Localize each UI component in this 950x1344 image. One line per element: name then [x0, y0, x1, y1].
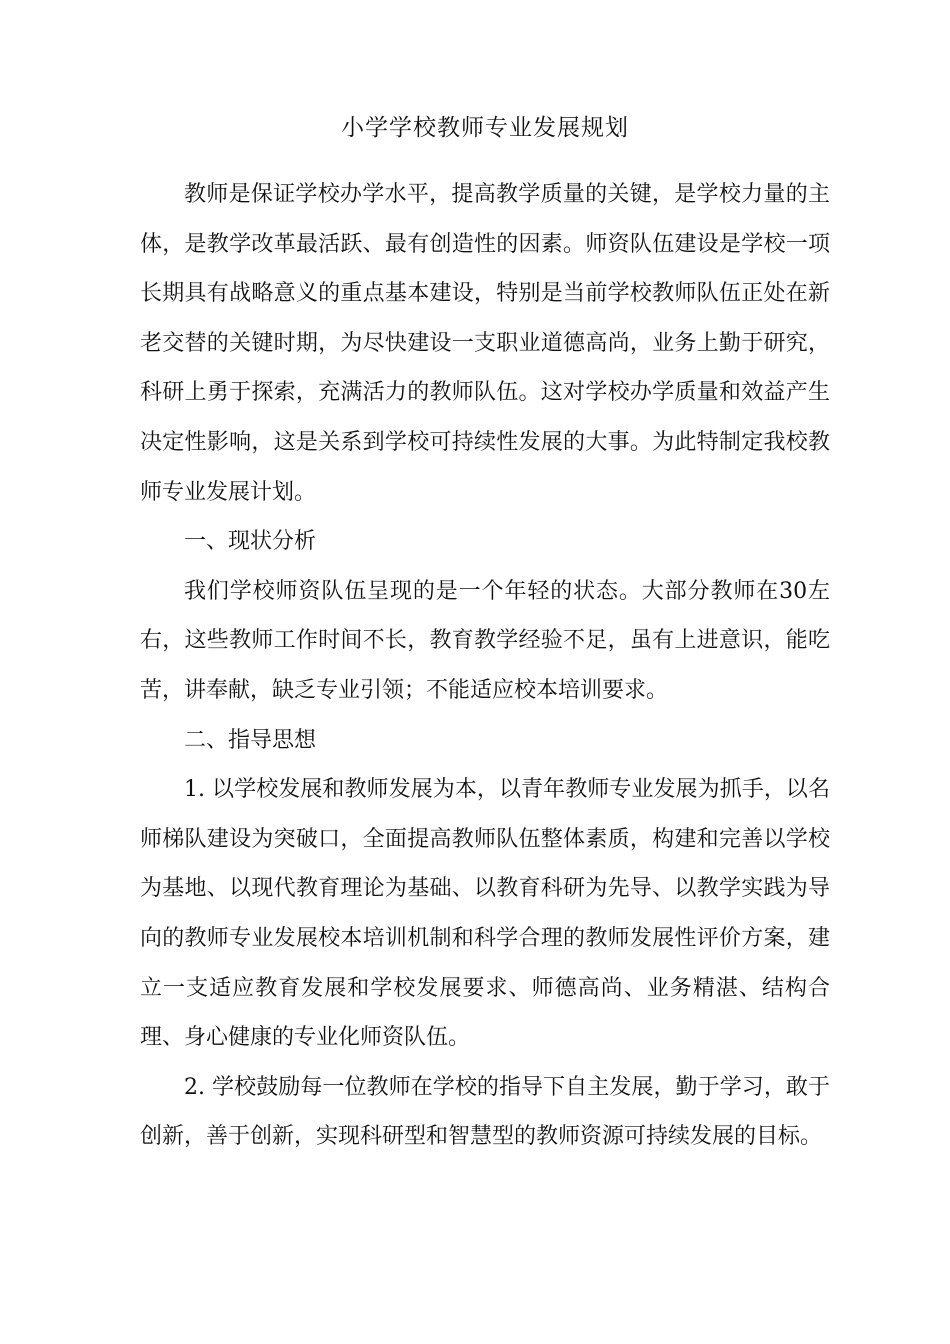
paragraph-intro: 教师是保证学校办学水平，提高教学质量的关键，是学校力量的主体，是教学改革最活跃、最有创造性的因素。师资队伍建设是学校一项长期具有战略意义的重点基本建设，特别是当前学校教师队伍正处在新老交替的关键时期，为尽快建设一支职业道德高尚，业务上勤于研究，科研上勇于探索，充满活力的教师队伍。这对学校办学质量和效益产生决定性影响，这是关系到学校可持续性发展的大事。为此特制定我校教师专业发展计划。: [140, 182, 830, 505]
section-heading-status-analysis: 一、现状分析: [184, 529, 317, 555]
paragraph-guiding-point-1: 1. 以学校发展和教师发展为本，以青年教师专业发展为抓手，以名师梯队建设为突破口，全面提高教师队伍整体素质，构建和完善以学校为基地、以现代教育理论为基础、以教育科研为先导、以教学实践为导向的教师专业发展校本培训机制和科学合理的教师发展性评价方案，建立一支适应教育发展和学校发展要求、师德高尚、业务精湛、结构合理、身心健康的专业化师资队伍。: [140, 777, 830, 1051]
paragraph-guiding-point-2: 2. 学校鼓励每一位教师在学校的指导下自主发展，勤于学习，敢于创新，善于创新，实现科研型和智慧型的教师资源可持续发展的目标。: [140, 1074, 830, 1150]
section-heading-guiding-thought: 二、指导思想: [184, 727, 317, 753]
paragraph-status-analysis: 我们学校师资队伍呈现的是一个年轻的状态。大部分教师在30左右，这些教师工作时间不长，教育教学经验不足，虽有上进意识，能吃苦，讲奉献，缺乏专业引领；不能适应校本培训要求。: [140, 578, 830, 703]
document-body: [140, 170, 830, 1162]
document-title: 小学学校教师专业发展规划: [341, 115, 629, 141]
